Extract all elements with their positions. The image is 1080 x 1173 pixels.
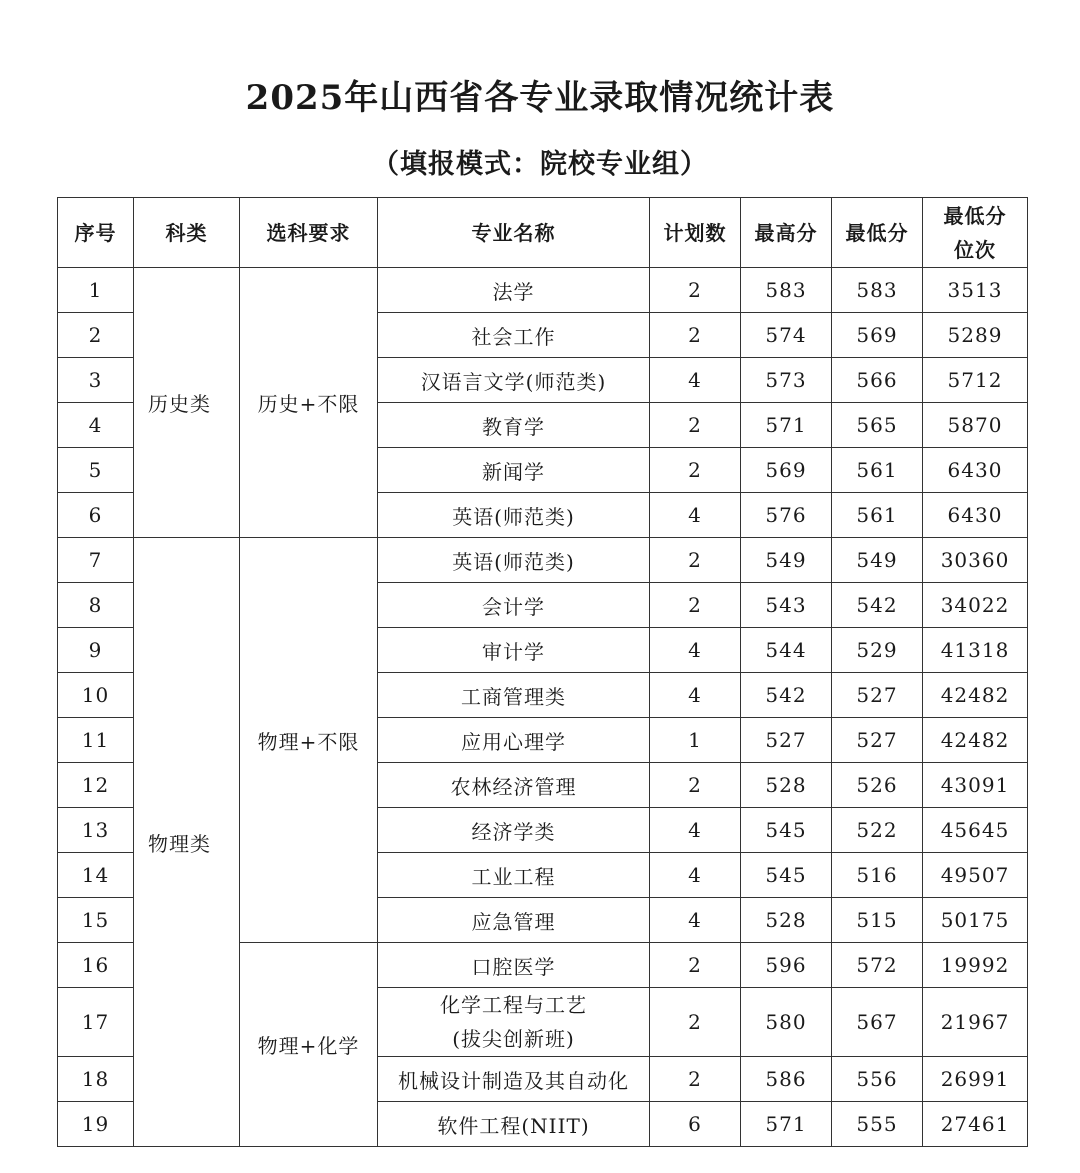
cell-seq: 12	[58, 763, 134, 808]
cell-plan: 2	[650, 538, 741, 583]
cell-category-physics: 物理类	[134, 538, 240, 1147]
cell-major: 法学	[378, 268, 650, 313]
cell-min-rank: 42482	[923, 718, 1028, 763]
header-min-rank-line1: 最低分	[943, 203, 1007, 228]
cell-min-rank: 21967	[923, 988, 1028, 1057]
cell-major	[378, 988, 650, 1057]
cell-max-score: 574	[741, 313, 832, 358]
cell-min-rank: 42482	[923, 673, 1028, 718]
cell-min-score: 572	[832, 943, 923, 988]
cell-min-rank: 3513	[923, 268, 1028, 313]
cell-seq: 9	[58, 628, 134, 673]
cell-major: 应用心理学	[378, 718, 650, 763]
header-plan: 计划数	[650, 198, 741, 268]
cell-max-score: 545	[741, 853, 832, 898]
table-header-row	[58, 198, 1028, 268]
cell-plan: 2	[650, 988, 741, 1057]
cell-plan: 4	[650, 628, 741, 673]
cell-min-score: 526	[832, 763, 923, 808]
cell-plan: 2	[650, 448, 741, 493]
cell-min-score: 529	[832, 628, 923, 673]
cell-seq: 19	[58, 1102, 134, 1147]
admission-stats-table	[57, 197, 1028, 1147]
page-title: 2025年山西省各专业录取情况统计表	[245, 78, 835, 118]
cell-max-score: 586	[741, 1057, 832, 1102]
cell-min-rank: 6430	[923, 493, 1028, 538]
cell-seq: 14	[58, 853, 134, 898]
header-min-score: 最低分	[832, 198, 923, 268]
cell-min-score: 516	[832, 853, 923, 898]
cell-seq: 15	[58, 898, 134, 943]
page-subtitle: （填报模式：院校专业组）	[372, 149, 708, 180]
cell-major: 新闻学	[378, 448, 650, 493]
cell-seq: 10	[58, 673, 134, 718]
cell-seq: 18	[58, 1057, 134, 1102]
cell-seq: 1	[58, 268, 134, 313]
header-category: 科类	[134, 198, 240, 268]
cell-min-rank: 43091	[923, 763, 1028, 808]
cell-min-score: 561	[832, 448, 923, 493]
cell-seq: 13	[58, 808, 134, 853]
cell-max-score: 545	[741, 808, 832, 853]
header-major: 专业名称	[378, 198, 650, 268]
cell-max-score: 583	[741, 268, 832, 313]
cell-seq: 16	[58, 943, 134, 988]
cell-plan: 2	[650, 268, 741, 313]
cell-min-rank: 5870	[923, 403, 1028, 448]
cell-max-score: 528	[741, 763, 832, 808]
cell-plan: 4	[650, 358, 741, 403]
cell-max-score: 571	[741, 1102, 832, 1147]
cell-major: 英语(师范类)	[378, 538, 650, 583]
cell-plan: 4	[650, 673, 741, 718]
cell-max-score: 528	[741, 898, 832, 943]
cell-major: 工商管理类	[378, 673, 650, 718]
cell-min-score: 522	[832, 808, 923, 853]
cell-plan: 4	[650, 898, 741, 943]
cell-max-score: 527	[741, 718, 832, 763]
header-seq: 序号	[58, 198, 134, 268]
cell-min-score: 515	[832, 898, 923, 943]
cell-min-score: 569	[832, 313, 923, 358]
cell-major: 英语(师范类)	[378, 493, 650, 538]
cell-plan: 2	[650, 403, 741, 448]
cell-seq: 3	[58, 358, 134, 403]
cell-min-rank: 5712	[923, 358, 1028, 403]
cell-max-score: 544	[741, 628, 832, 673]
header-min-rank-line2: 位次	[954, 237, 996, 262]
header-max-score: 最高分	[741, 198, 832, 268]
cell-seq: 4	[58, 403, 134, 448]
table-row	[58, 538, 1028, 583]
cell-min-score: 555	[832, 1102, 923, 1147]
cell-requirement-physics-chemistry: 物理+化学	[240, 943, 378, 1147]
cell-plan: 2	[650, 763, 741, 808]
table-row	[58, 268, 1028, 313]
cell-min-rank: 50175	[923, 898, 1028, 943]
cell-max-score: 580	[741, 988, 832, 1057]
cell-min-score: 556	[832, 1057, 923, 1102]
cell-plan: 6	[650, 1102, 741, 1147]
cell-min-rank: 27461	[923, 1102, 1028, 1147]
cell-seq: 17	[58, 988, 134, 1057]
cell-min-score: 561	[832, 493, 923, 538]
cell-category-history: 历史类	[134, 268, 240, 538]
cell-major: 软件工程(NIIT)	[378, 1102, 650, 1147]
cell-major: 审计学	[378, 628, 650, 673]
cell-min-rank: 26991	[923, 1057, 1028, 1102]
cell-max-score: 576	[741, 493, 832, 538]
cell-major-line2: (拔尖创新班)	[452, 1027, 575, 1051]
cell-plan: 2	[650, 583, 741, 628]
cell-major: 工业工程	[378, 853, 650, 898]
cell-seq: 8	[58, 583, 134, 628]
cell-min-rank: 41318	[923, 628, 1028, 673]
header-requirement: 选科要求	[240, 198, 378, 268]
cell-max-score: 571	[741, 403, 832, 448]
cell-min-rank: 5289	[923, 313, 1028, 358]
cell-min-score: 549	[832, 538, 923, 583]
cell-min-rank: 19992	[923, 943, 1028, 988]
cell-major: 教育学	[378, 403, 650, 448]
cell-plan: 4	[650, 808, 741, 853]
cell-seq: 7	[58, 538, 134, 583]
cell-plan: 2	[650, 943, 741, 988]
cell-requirement-history-unlimited: 历史+不限	[240, 268, 378, 538]
cell-major: 社会工作	[378, 313, 650, 358]
cell-max-score: 573	[741, 358, 832, 403]
cell-major: 会计学	[378, 583, 650, 628]
cell-max-score: 543	[741, 583, 832, 628]
cell-min-score: 565	[832, 403, 923, 448]
cell-seq: 2	[58, 313, 134, 358]
cell-plan: 4	[650, 493, 741, 538]
cell-seq: 11	[58, 718, 134, 763]
cell-min-score: 583	[832, 268, 923, 313]
cell-min-rank: 34022	[923, 583, 1028, 628]
cell-major: 机械设计制造及其自动化	[378, 1057, 650, 1102]
header-min-rank	[923, 198, 1028, 268]
cell-min-score: 542	[832, 583, 923, 628]
cell-min-score: 567	[832, 988, 923, 1057]
cell-min-rank: 6430	[923, 448, 1028, 493]
cell-seq: 6	[58, 493, 134, 538]
cell-max-score: 596	[741, 943, 832, 988]
cell-max-score: 569	[741, 448, 832, 493]
cell-min-rank: 30360	[923, 538, 1028, 583]
cell-major-line1: 化学工程与工艺	[440, 993, 587, 1017]
cell-min-score: 527	[832, 673, 923, 718]
cell-plan: 2	[650, 313, 741, 358]
cell-major: 应急管理	[378, 898, 650, 943]
cell-plan: 4	[650, 853, 741, 898]
cell-max-score: 542	[741, 673, 832, 718]
cell-max-score: 549	[741, 538, 832, 583]
cell-requirement-physics-unlimited: 物理+不限	[240, 538, 378, 943]
cell-major: 经济学类	[378, 808, 650, 853]
cell-plan: 2	[650, 1057, 741, 1102]
cell-min-score: 527	[832, 718, 923, 763]
cell-seq: 5	[58, 448, 134, 493]
cell-major: 农林经济管理	[378, 763, 650, 808]
cell-min-rank: 45645	[923, 808, 1028, 853]
cell-min-rank: 49507	[923, 853, 1028, 898]
cell-major: 汉语言文学(师范类)	[378, 358, 650, 403]
cell-major: 口腔医学	[378, 943, 650, 988]
cell-min-score: 566	[832, 358, 923, 403]
cell-plan: 1	[650, 718, 741, 763]
